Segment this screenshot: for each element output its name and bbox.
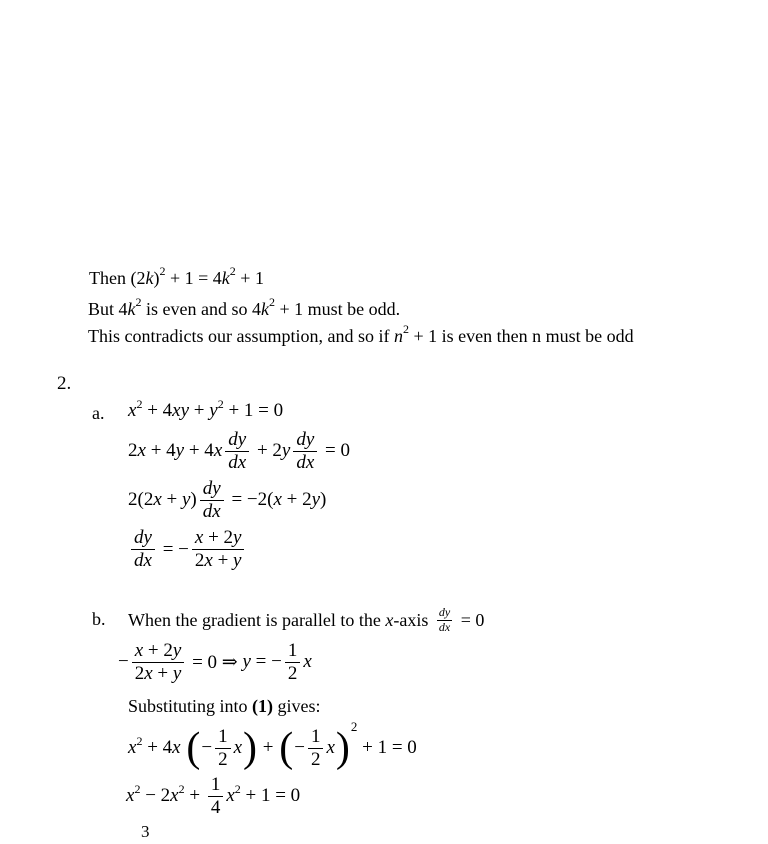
math-token: 2 bbox=[269, 294, 275, 309]
math-token: + 1 must be odd. bbox=[275, 298, 401, 319]
fraction bbox=[293, 429, 317, 474]
numerator bbox=[132, 640, 185, 662]
math-token: y bbox=[175, 440, 185, 461]
math-token: ) bbox=[190, 489, 197, 510]
math-token: − 2 bbox=[140, 785, 171, 806]
math-token: 2 bbox=[234, 781, 241, 796]
denominator bbox=[437, 620, 452, 634]
math-token: 2 bbox=[159, 264, 166, 278]
math-token: + 4 bbox=[145, 440, 176, 461]
math-token: 2 bbox=[350, 719, 358, 734]
numerator bbox=[131, 527, 155, 549]
fraction bbox=[308, 726, 324, 771]
equation-substituted bbox=[128, 721, 417, 775]
denominator bbox=[132, 662, 185, 685]
math-token: + bbox=[184, 785, 205, 806]
math-token: dx bbox=[134, 550, 152, 571]
math-token: But 4 bbox=[88, 298, 128, 319]
math-token: dx bbox=[202, 500, 221, 522]
equation-derivative-solved bbox=[128, 524, 247, 575]
fraction bbox=[285, 640, 301, 685]
math-token: 2 bbox=[229, 264, 236, 278]
math-token: 2 bbox=[217, 396, 224, 411]
partial-next-line bbox=[141, 820, 150, 844]
numerator bbox=[285, 640, 301, 662]
math-token: 2(2 bbox=[128, 489, 154, 510]
proof-then-line bbox=[89, 264, 389, 289]
math-token: x bbox=[213, 440, 223, 461]
math-token: − bbox=[201, 737, 213, 758]
fraction bbox=[208, 774, 224, 819]
part-b-label bbox=[92, 607, 106, 631]
math-token: dy bbox=[296, 428, 315, 450]
question-number-text: 2. bbox=[57, 373, 72, 394]
math-token: x bbox=[204, 550, 213, 571]
math-token: + 1 = 0 bbox=[357, 737, 417, 758]
math-token bbox=[181, 737, 186, 759]
math-token: This contradicts our assumption, and so if bbox=[88, 325, 394, 346]
math-token: 2 bbox=[128, 440, 138, 461]
fraction bbox=[225, 429, 249, 474]
math-token: 1 bbox=[287, 639, 298, 661]
equation-implicit-curve bbox=[128, 398, 283, 424]
math-token: x bbox=[303, 651, 312, 672]
math-token: 2 bbox=[194, 550, 205, 571]
math-token: ) bbox=[153, 268, 160, 288]
math-token: = − bbox=[157, 538, 189, 560]
fraction bbox=[132, 640, 185, 685]
math-token: + 1 = 0 bbox=[240, 785, 301, 806]
math-token: 4 bbox=[210, 796, 221, 818]
math-token: x bbox=[128, 737, 137, 758]
math-token: − bbox=[118, 651, 129, 672]
math-token: ) bbox=[243, 725, 257, 771]
math-token: = 0 bbox=[456, 609, 485, 630]
math-token: x bbox=[144, 662, 153, 684]
proof-but-line bbox=[88, 294, 401, 321]
math-token: -axis bbox=[393, 609, 433, 630]
math-token: x bbox=[134, 639, 144, 661]
substitution-note bbox=[128, 694, 321, 718]
math-token: x bbox=[128, 400, 137, 421]
math-token: k bbox=[261, 298, 269, 319]
math-token: 2 bbox=[134, 781, 141, 796]
clipped-line-wrapper bbox=[89, 264, 389, 291]
denominator bbox=[293, 451, 317, 474]
math-token: x bbox=[137, 440, 146, 461]
math-token: + bbox=[258, 737, 279, 758]
numerator bbox=[208, 774, 224, 796]
math-token: y bbox=[172, 639, 182, 661]
math-token: + 1 = 4 bbox=[165, 268, 222, 288]
math-token: ) bbox=[320, 489, 327, 510]
math-token: y bbox=[233, 527, 242, 549]
math-token: y bbox=[181, 489, 191, 510]
denominator bbox=[225, 451, 249, 474]
math-token: dy bbox=[438, 605, 451, 620]
math-token: 2 bbox=[287, 662, 298, 684]
math-token: x bbox=[385, 609, 394, 630]
math-token: + 2 bbox=[252, 440, 282, 461]
math-token: 2 bbox=[402, 321, 409, 336]
math-token: + bbox=[152, 662, 173, 684]
math-token: = − bbox=[250, 651, 282, 672]
math-token: x bbox=[170, 785, 179, 806]
math-token: When the gradient is parallel to the bbox=[128, 609, 386, 630]
math-token: Then (2 bbox=[89, 268, 146, 288]
numerator bbox=[200, 478, 224, 500]
math-token: = −2( bbox=[226, 489, 274, 510]
math-token: + 4 bbox=[184, 440, 214, 461]
math-token: 2 bbox=[135, 294, 142, 309]
fraction bbox=[200, 478, 224, 523]
math-token: + bbox=[189, 400, 210, 421]
denominator bbox=[208, 796, 224, 819]
math-token: + 1 = 0 bbox=[223, 400, 284, 421]
math-token: 2 bbox=[310, 748, 321, 770]
part-a-label-text: a. bbox=[92, 402, 105, 423]
math-token: ( bbox=[279, 725, 294, 771]
fraction bbox=[192, 527, 245, 572]
denominator bbox=[192, 549, 245, 572]
numerator bbox=[437, 606, 452, 619]
math-token: x bbox=[194, 527, 204, 549]
denominator bbox=[215, 748, 231, 771]
math-token: = 0 bbox=[320, 440, 350, 461]
math-token: xy bbox=[172, 400, 190, 421]
math-token: dx bbox=[228, 451, 247, 473]
math-token: + 4 bbox=[142, 400, 173, 421]
math-token: = 0 ⇒ bbox=[187, 651, 243, 673]
fraction bbox=[131, 527, 155, 572]
math-token: x bbox=[273, 489, 282, 510]
fraction bbox=[437, 606, 452, 633]
math-token: + bbox=[212, 550, 234, 571]
math-token: n bbox=[393, 325, 403, 346]
math-token: 2 bbox=[178, 781, 185, 796]
math-token: x bbox=[226, 785, 235, 806]
math-token: 1 bbox=[310, 725, 321, 747]
math-token: + 2 bbox=[203, 527, 234, 549]
math-token: + 2 bbox=[143, 639, 173, 661]
math-token: y bbox=[242, 651, 251, 672]
math-token: x bbox=[326, 737, 335, 758]
numerator bbox=[215, 726, 231, 748]
math-token: (1) bbox=[252, 695, 274, 716]
denominator bbox=[285, 662, 301, 685]
numerator bbox=[192, 527, 245, 549]
math-token: dy bbox=[134, 527, 152, 549]
math-token: + bbox=[161, 489, 182, 510]
math-token: 2 bbox=[136, 396, 143, 411]
math-token: + 1 is even then n must be odd bbox=[408, 325, 634, 346]
math-token: + 2 bbox=[281, 489, 312, 510]
math-token: y bbox=[311, 489, 321, 510]
math-token: is even and so 4 bbox=[141, 298, 261, 319]
question-2-number bbox=[57, 372, 71, 396]
math-token: ( bbox=[186, 725, 201, 771]
part-b-label-text: b. bbox=[92, 608, 106, 629]
math-token: + 1 bbox=[235, 268, 264, 288]
numerator bbox=[293, 429, 317, 451]
math-token: y bbox=[209, 400, 218, 421]
numerator bbox=[225, 429, 249, 451]
equation-gradient-zero bbox=[118, 636, 312, 688]
math-token: 2 bbox=[136, 733, 143, 748]
part-a-label bbox=[92, 401, 105, 425]
math-token: 1 bbox=[210, 773, 221, 795]
part-b-statement bbox=[128, 602, 484, 638]
math-token: ) bbox=[335, 725, 350, 771]
math-token: Substituting into bbox=[128, 695, 253, 716]
denominator bbox=[131, 549, 155, 572]
math-token: y bbox=[172, 662, 182, 684]
math-token: dy bbox=[228, 428, 247, 450]
math-token: dx bbox=[438, 619, 451, 634]
math-token: 2 bbox=[134, 662, 145, 684]
math-token: dx bbox=[296, 451, 315, 473]
math-token: dy bbox=[202, 477, 221, 499]
numerator bbox=[308, 726, 324, 748]
math-token: x bbox=[153, 489, 162, 510]
fraction bbox=[215, 726, 231, 771]
denominator bbox=[200, 500, 224, 523]
math-token: gives: bbox=[273, 695, 321, 716]
denominator bbox=[308, 748, 324, 771]
proof-contradiction-line bbox=[88, 321, 634, 348]
math-token: k bbox=[221, 268, 230, 288]
math-token: − bbox=[294, 737, 305, 758]
math-token: x bbox=[233, 737, 242, 758]
math-token: y bbox=[233, 550, 242, 571]
math-token: y bbox=[281, 440, 291, 461]
math-token: x bbox=[126, 785, 135, 806]
math-token: + 4 bbox=[142, 737, 173, 758]
math-token: 1 bbox=[218, 725, 228, 747]
math-token: x bbox=[172, 737, 181, 758]
math-token: k bbox=[145, 268, 154, 288]
equation-derivative-expanded bbox=[128, 427, 350, 475]
equation-simplified bbox=[126, 772, 300, 820]
partial-numerator-text: 3 bbox=[141, 822, 150, 841]
math-token: 2 bbox=[218, 748, 228, 770]
math-token: k bbox=[127, 298, 136, 319]
equation-derivative-grouped bbox=[128, 477, 326, 523]
